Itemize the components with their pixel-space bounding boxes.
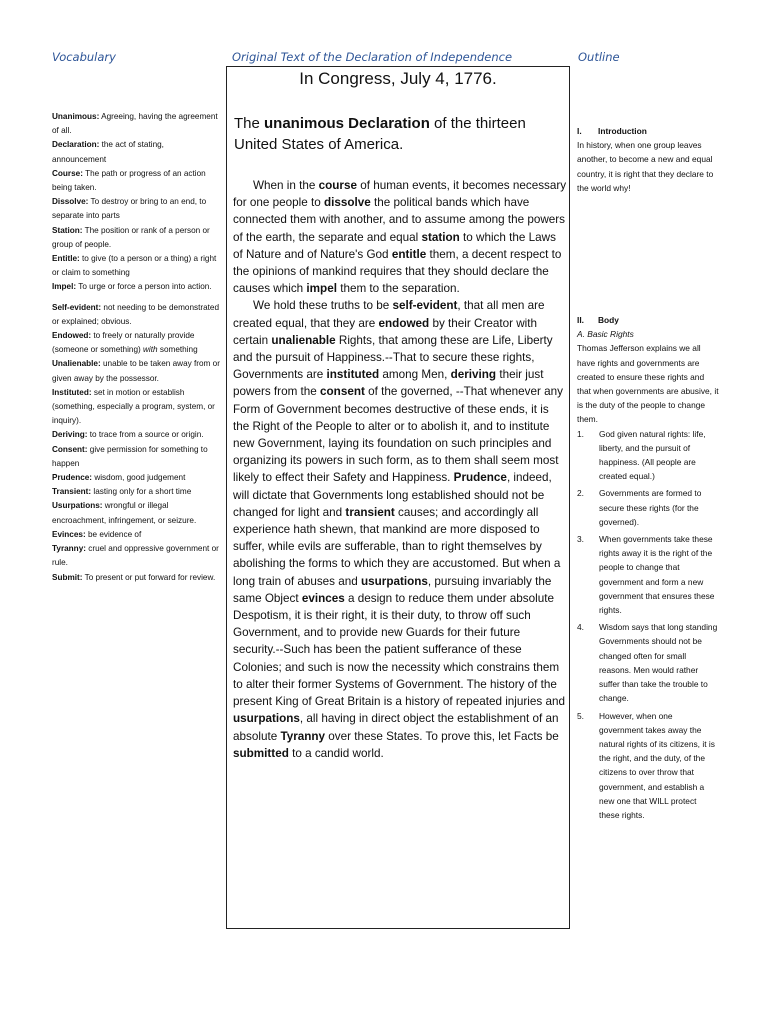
vocab-term: Endowed: — [52, 331, 92, 341]
vocab-definition-italic: with — [143, 345, 158, 355]
vocab-entry — [52, 329, 220, 357]
text-run: , all having in direct object the establishment of an absolute — [233, 712, 559, 743]
outline-body-text: Thomas Jefferson explains we all have rights and governments are created to ensure these rights and that when governments are abusive, it is the duty of the people to change them. — [577, 343, 719, 425]
vocab-highlight: instituted — [326, 368, 380, 382]
text-run: the political bands which have connected them with another, and to assume among the powers of the earth, the separate and equal — [233, 196, 565, 244]
vocab-highlight: entitle — [391, 247, 427, 261]
point-text: However, when one government takes away the natural rights of its citizens, it is the right, and the duty, of the citizens to over throw that government, and establish a new one that WILL protect these rights. — [599, 710, 715, 820]
text-run: them to the separation. — [336, 282, 460, 296]
vocab-entry — [52, 167, 220, 195]
text-run: to a candid world. — [288, 746, 384, 760]
vocab-entry — [52, 499, 220, 527]
text-run: to which the Laws of Nature and of Nature's God — [233, 230, 556, 261]
vocab-entry — [52, 471, 220, 485]
vocab-entry — [52, 280, 220, 294]
vocab-highlight: Prudence — [453, 471, 507, 485]
vocab-entry — [52, 195, 220, 223]
vocab-entry — [52, 485, 220, 499]
original-text-box — [226, 66, 570, 929]
outline-heading — [577, 124, 719, 138]
text-run: We hold these truths to be — [253, 299, 393, 313]
vocab-term: Usurpations: — [52, 501, 103, 511]
vocab-term: Submit: — [52, 572, 83, 582]
vocabulary-group-1 — [52, 110, 220, 295]
outline-column-header: Outline — [578, 50, 620, 64]
vocab-term: Evinces: — [52, 529, 86, 539]
vocab-highlight: consent — [320, 385, 365, 399]
vocab-entry — [52, 428, 220, 442]
vocab-term: Self-evident: — [52, 302, 102, 312]
vocab-term: Deriving: — [52, 430, 88, 440]
point-number: 4. — [577, 622, 584, 633]
vocabulary-list — [52, 110, 220, 591]
vocab-highlight: self-evident — [392, 299, 458, 313]
text-run: When in the — [253, 179, 319, 192]
text-run: of the governed, --That whenever any Form of Government becomes destructive of these ends, it is the Right of the People to alter or to abolish it, and to institute new Government, laying its foundation on such principles and organizing its powers in such form, as to them shall seem most likely to effect their Safety and Happiness. — [233, 385, 564, 485]
outline-point — [577, 427, 719, 484]
vocab-highlight: deriving — [450, 368, 497, 382]
point-text: Governments are formed to secure these rights (for the governed). — [599, 488, 702, 527]
vocab-definition: The path or progress of an action being taken. — [52, 168, 206, 193]
vocab-term: Entitle: — [52, 254, 80, 264]
vocab-definition: cruel and oppressive government or rule. — [52, 544, 219, 568]
point-text: Wisdom says that long standing Governments should not be changed often for small reasons. Men would rather suffer than take the trouble to change. — [599, 622, 718, 704]
vocab-highlight: usurpations — [361, 574, 428, 588]
text-run: Rights, that among these are Life, Liberty and the pursuit of Happiness.--That to secure these rights, Governments are — [233, 333, 553, 382]
vocab-highlight: course — [318, 179, 357, 192]
point-number: 3. — [577, 534, 584, 545]
vocab-definition: be evidence of — [85, 529, 142, 539]
vocab-term: Consent: — [52, 444, 88, 454]
text-run: causes; and accordingly all experience hath shewn, that mankind are more disposed to suffer, while evils are sufferable, than to right themselves by abolishing the forms to which they are accustomed. But when a long train of abuses and — [233, 505, 561, 588]
outline-heading — [577, 313, 719, 327]
vocab-entry — [52, 571, 220, 585]
outline-heading-number: II. — [577, 315, 584, 326]
vocab-definition: not needing to be demonstrated or explained; obvious. — [52, 302, 220, 326]
vocab-definition: Agreeing, having the agreement of all. — [52, 112, 218, 136]
vocab-entry — [52, 357, 220, 385]
vocab-highlight: station — [421, 230, 460, 244]
title-text: of the thirteen United States of America. — [234, 115, 526, 153]
vocab-definition: lasting only for a short time — [91, 487, 192, 497]
vocab-definition: to trace from a source or origin. — [87, 430, 204, 440]
outline-point — [577, 709, 719, 823]
text-run: by their Creator with certain — [233, 316, 538, 347]
title-bold-text: unanimous Declaration — [264, 115, 430, 132]
vocab-term: Station: — [52, 225, 83, 235]
document-body — [233, 177, 567, 762]
title-text: The — [234, 115, 265, 132]
vocab-definition: To destroy or bring to an end, to separate into parts — [52, 197, 207, 221]
vocab-highlight: usurpations — [233, 712, 300, 726]
point-number: 2. — [577, 488, 584, 499]
vocab-term: Unalienable: — [52, 359, 101, 369]
outline-heading-label: Body — [598, 315, 619, 326]
text-run: over these States. To prove this, let Facts be — [325, 729, 559, 743]
vocab-highlight: Tyranny — [280, 729, 326, 743]
vocab-entry — [52, 138, 220, 166]
text-run: , pursuing invariably the same Object — [233, 574, 552, 605]
outline-point — [577, 486, 719, 529]
vocab-definition: give permission for something to happen — [52, 444, 208, 468]
vocab-entry — [52, 224, 220, 252]
paragraph-1 — [233, 177, 567, 297]
document-title — [234, 113, 564, 155]
vocab-entry — [52, 443, 220, 471]
vocab-definition: to give (to a person or a thing) a right or claim to something — [52, 254, 217, 278]
outline-subheading: A. Basic Rights — [577, 329, 634, 340]
original-text-column-header: Original Text of the Declaration of Independence — [232, 50, 513, 64]
vocab-highlight: impel — [306, 282, 337, 296]
vocab-term: Unanimous: — [52, 112, 100, 121]
text-run: , that all men are created equal, that they are — [233, 299, 545, 330]
vocab-definition: To urge or force a person into action. — [76, 282, 212, 292]
outline-panel — [577, 124, 719, 825]
outline-body — [577, 313, 719, 822]
vocabulary-group-2 — [52, 301, 220, 585]
text-run: them, a decent respect to the opinions of mankind requires that they should declare the causes which — [233, 247, 562, 296]
outline-intro-text: In history, when one group leaves another, to become a new and equal country, it is right that they declare to the world why! — [577, 140, 714, 193]
vocab-definition: wisdom, good judgement — [92, 473, 186, 483]
vocab-highlight: submitted — [233, 746, 289, 760]
text-run: among Men, — [379, 368, 451, 382]
vocab-definition-end: something — [157, 345, 198, 355]
paragraph-2 — [233, 297, 567, 761]
vocab-highlight: endowed — [378, 316, 430, 330]
text-run: , indeed, will dictate that Governments long established should not be changed for light and — [233, 471, 552, 519]
outline-point — [577, 620, 719, 705]
vocab-definition: to freely or naturally provide (someone or something) — [52, 331, 195, 355]
vocab-entry — [52, 386, 220, 429]
point-text: God given natural rights: life, liberty, and the pursuit of happiness. (All people are created equal.) — [599, 428, 706, 482]
vocab-term: Prudence: — [52, 473, 93, 483]
vocab-entry — [52, 110, 220, 138]
vocab-term: Transient: — [52, 487, 92, 497]
vocab-highlight: evinces — [301, 591, 345, 605]
vocab-definition: The position or rank of a person or group of people. — [52, 225, 210, 249]
vocab-highlight: transient — [345, 505, 395, 519]
outline-heading-number: I. — [577, 126, 582, 136]
vocab-definition: wrongful or illegal encroachment, infringement, or seizure. — [52, 501, 197, 525]
vocab-entry — [52, 528, 220, 542]
vocab-highlight: dissolve — [323, 196, 371, 210]
text-run: a design to reduce them under absolute Despotism, it is their right, it is their duty, to throw off such Government, and to provide new Guards for their future security.--Such has been the patient sufferance of these Colonies; and such is now the necessity which constrains them to alter their former Systems of Government. The history of the present King of Great Britain is a history of repeated injuries and — [233, 591, 565, 709]
text-run: their just powers from the — [233, 368, 544, 399]
point-text: When governments take these rights away it is the right of the people to change that government and form a new government that ensures these rights. — [599, 534, 715, 616]
vocab-entry — [52, 252, 220, 280]
outline-points-list — [577, 427, 719, 822]
vocab-definition: set in motion or establish (something, especially a program, system, or inquiry). — [52, 387, 215, 426]
outline-heading-label: Introduction — [598, 126, 647, 136]
vocab-term: Instituted: — [52, 387, 92, 397]
text-run: of human events, it becomes necessary for one people to — [233, 179, 567, 210]
vocab-highlight: unalienable — [271, 333, 336, 347]
point-number: 5. — [577, 710, 584, 721]
vocab-term: Declaration: — [52, 140, 100, 150]
vocab-term: Dissolve: — [52, 197, 89, 207]
vocab-term: Tyranny: — [52, 544, 86, 554]
vocab-term: Course: — [52, 168, 83, 178]
vocab-definition: To present or put forward for review. — [82, 572, 216, 582]
vocab-entry — [52, 542, 220, 570]
outline-introduction — [577, 124, 719, 195]
vocab-definition: the act of stating, announcement — [52, 140, 164, 164]
point-number: 1. — [577, 428, 584, 439]
vocab-term: Impel: — [52, 282, 77, 292]
vocab-definition: unable to be taken away from or given away by the possessor. — [52, 359, 220, 383]
outline-point — [577, 532, 719, 617]
vocabulary-column-header: Vocabulary — [52, 50, 116, 64]
congress-date-line: In Congress, July 4, 1776. — [299, 69, 497, 88]
vocab-entry — [52, 301, 220, 329]
